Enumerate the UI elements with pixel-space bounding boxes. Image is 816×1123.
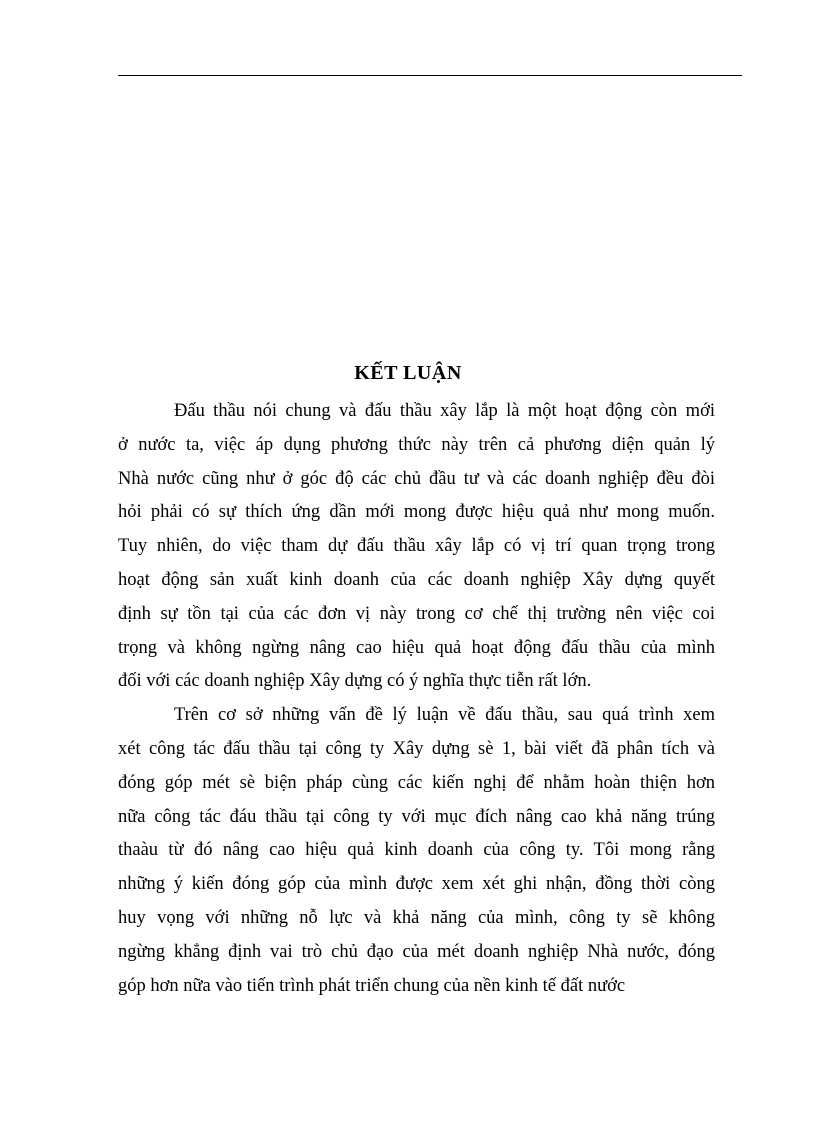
paragraph-line: góp hơn nữa vào tiến trình phát triển chung của nền kinh tế đất nước	[118, 975, 626, 996]
paragraph-line: huy vọng với những nỗ lực và khả năng của mình, công ty sẽ không	[118, 907, 715, 928]
paragraph-line: đối với các doanh nghiệp Xây dựng có ý nghĩa thực tiễn rất lớn.	[118, 671, 592, 692]
paragraph-line: đóng góp mét sè biện pháp cùng các kiến nghị để nhằm hoàn thiện hơn	[118, 772, 715, 793]
header-rule	[118, 75, 742, 76]
paragraph-line: những ý kiến đóng góp của mình được xem xét ghi nhận, đồng thời còng	[118, 874, 715, 895]
paragraph-line: trọng và không ngừng nâng cao hiệu quả hoạt động đấu thầu của mình	[118, 637, 715, 658]
paragraph-line: Trên cơ sở những vấn đề lý luận về đấu thầu, sau quá trình xem	[174, 705, 715, 726]
paragraph-line: nữa công tác đáu thầu tại công ty với mục đích nâng cao khả năng trúng	[118, 806, 715, 827]
page-title: KẾT LUẬN	[354, 362, 462, 384]
paragraph-line: hoạt động sản xuất kinh doanh của các doanh nghiệp Xây dựng quyết	[118, 569, 715, 590]
paragraph-line: ngừng khẳng định vai trò chủ đạo của mét doanh nghiệp Nhà nước, đóng	[118, 941, 715, 962]
paragraph-2	[118, 699, 715, 1003]
paragraph-line: Đấu thầu nói chung và đấu thầu xây lắp là một hoạt động còn mới	[174, 401, 715, 421]
paragraph-line: định sự tồn tại của các đơn vị này trong cơ chế thị trường nên việc coi	[118, 603, 715, 624]
document-body	[118, 395, 715, 1003]
paragraph-line: xét công tác đấu thầu tại công ty Xây dựng sè 1, bài viết đã phân tích và	[118, 738, 715, 759]
paragraph-1	[118, 395, 715, 699]
paragraph-line: Nhà nước cũng như ở góc độ các chủ đầu tư và các doanh nghiệp đều đòi	[118, 468, 715, 489]
paragraph-line: thaàu từ đó nâng cao hiệu quả kinh doanh của công ty. Tôi mong rằng	[118, 840, 715, 861]
paragraph-line: ở nước ta, việc áp dụng phương thức này trên cả phương diện quản lý	[118, 434, 715, 455]
paragraph-line: Tuy nhiên, do việc tham dự đấu thầu xây lắp có vị trí quan trọng trong	[118, 536, 715, 557]
paragraph-line: hỏi phải có sự thích ứng dần mới mong được hiệu quả như mong muốn.	[118, 502, 715, 523]
